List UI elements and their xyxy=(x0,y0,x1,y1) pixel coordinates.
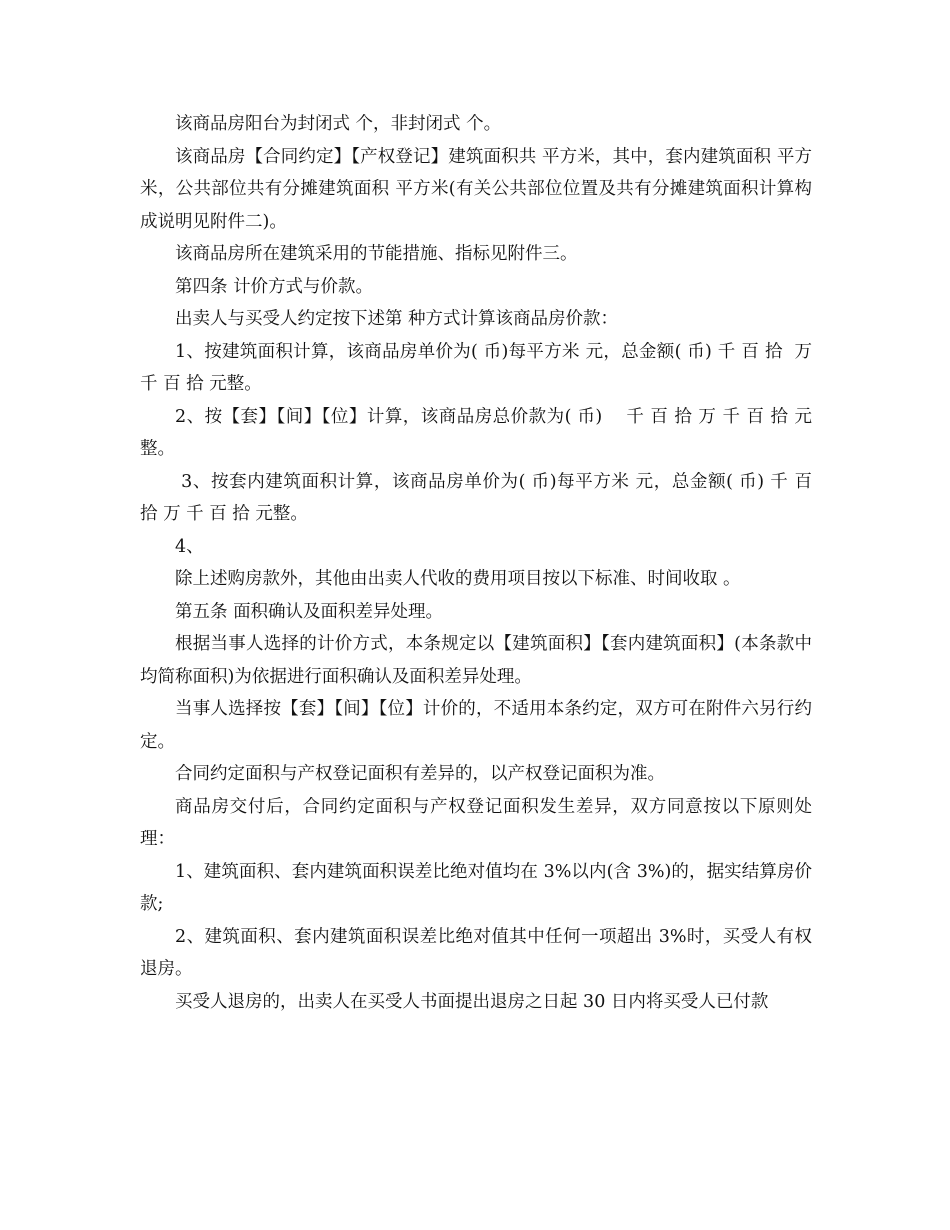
document-body xyxy=(140,108,824,1018)
paragraph-building-area: 该商品房【合同约定】【产权登记】建筑面积共 平方米，其中，套内建筑面积 平方米，公共部位共有分摊建筑面积 平方米(有关公共部位位置及共有分摊建筑面积计算构成说明见附件二)。 xyxy=(140,146,812,232)
article-5-heading: 第五条 面积确认及面积差异处理。 xyxy=(175,601,444,622)
article-4-heading: 第四条 计价方式与价款。 xyxy=(175,276,374,297)
paragraph-pricing-option-1: 1、按建筑面积计算，该商品房单价为( 币)每平方米 元，总金额( 币) 千 百 拾 万 千 百 拾 元整。 xyxy=(140,341,818,394)
paragraph-difference-rule-2: 2、建筑面积、套内建筑面积误差比绝对值其中任何一项超出 3%时，买受人有权退房。 xyxy=(140,926,812,979)
paragraph-registered-area: 合同约定面积与产权登记面积有差异的，以产权登记面积为准。 xyxy=(175,764,665,784)
paragraph-unit-pricing-exception: 当事人选择按【套】【间】【位】计价的，不适用本条约定，双方可在附件六另行约定。 xyxy=(140,699,812,752)
paragraph-pricing-option-2: 2、按【套】【间】【位】计算，该商品房总价款为( 币) 千 百 拾 万 千 百 拾 元整。 xyxy=(140,406,812,459)
paragraph-difference-rule-1: 1、建筑面积、套内建筑面积误差比绝对值均在 3%以内(含 3%)的，据实结算房价款; xyxy=(140,861,812,914)
paragraph-pricing-option-3: 3、按套内建筑面积计算，该商品房单价为( 币)每平方米 元，总金额( 币) 千 百 拾 万 千 百 拾 元整。 xyxy=(140,471,824,524)
paragraph-balcony: 该商品房阳台为封闭式 个，非封闭式 个。 xyxy=(175,114,502,134)
paragraph-pricing-option-4: 4、 xyxy=(175,536,204,557)
paragraph-area-difference: 商品房交付后，合同约定面积与产权登记面积发生差异，双方同意按以下原则处理： xyxy=(140,796,812,849)
paragraph-pricing-method: 出卖人与买受人约定按下述第 种方式计算该商品房价款： xyxy=(175,309,619,329)
paragraph-other-fees: 除上述购房款外，其他由出卖人代收的费用项目按以下标准、时间收取 。 xyxy=(175,569,741,589)
paragraph-energy-saving: 该商品房所在建筑采用的节能措施、指标见附件三。 xyxy=(175,244,578,264)
paragraph-refund: 买受人退房的，出卖人在买受人书面提出退房之日起 30 日内将买受人已付款 xyxy=(175,991,769,1012)
paragraph-area-basis: 根据当事人选择的计价方式，本条规定以【建筑面积】【套内建筑面积】(本条款中均简称面积)为依据进行面积确认及面积差异处理。 xyxy=(140,634,812,687)
